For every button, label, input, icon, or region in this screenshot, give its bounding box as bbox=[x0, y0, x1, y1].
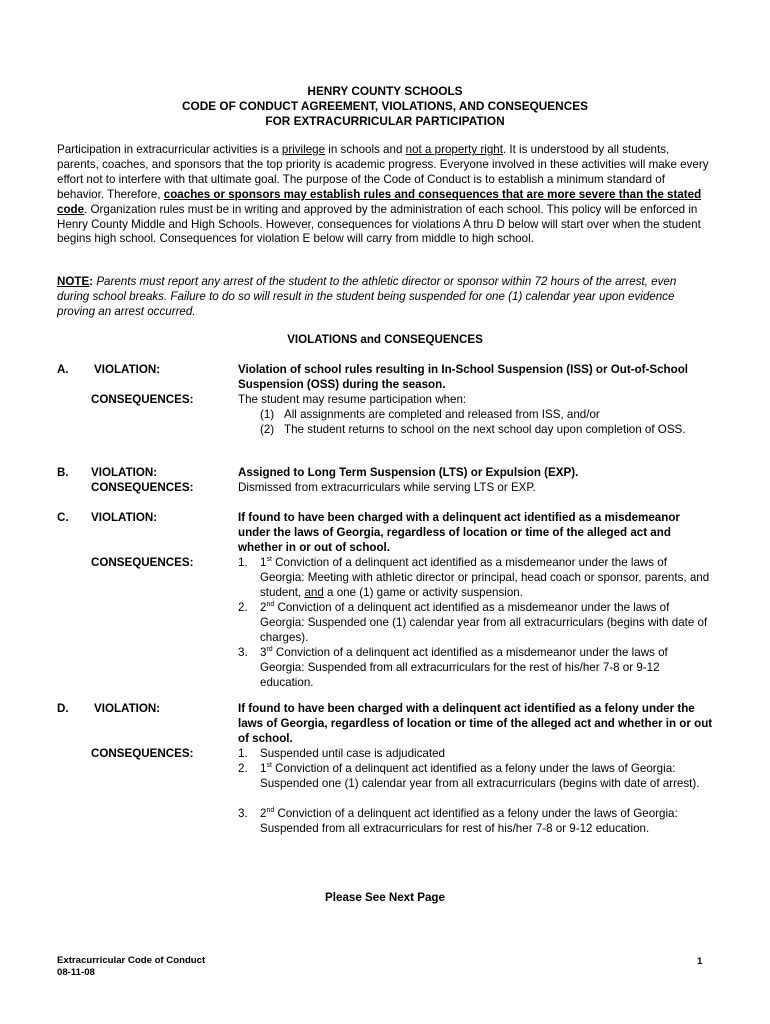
footer-left bbox=[57, 955, 205, 979]
section-d-consequences-label: CONSEQUENCES: bbox=[91, 747, 194, 760]
section-b-letter: B. bbox=[57, 466, 69, 479]
section-a-letter: A. bbox=[57, 363, 69, 376]
section-b-violation-text: Assigned to Long Term Suspension (LTS) or Expulsion (EXP). bbox=[238, 466, 579, 479]
privilege-text: privilege bbox=[281, 143, 326, 156]
section-c-violation-label: VIOLATION: bbox=[91, 511, 158, 524]
section-a-violation-text: Violation of school rules resulting in In-School Suspension (ISS) or Out-of-School Suspension (OSS) during the season. bbox=[238, 363, 689, 391]
section-c-letter: C. bbox=[57, 511, 69, 524]
section-d-violation-label: VIOLATION: bbox=[94, 702, 161, 715]
section-b-consequences-label: CONSEQUENCES: bbox=[91, 481, 194, 494]
intro-paragraph: Participation in extracurricular activities is a privilege in schools and not a property right. It is understood by all students, parents, coaches, and sponsors that the top priority is academic progress. Everyone involved in these activities will make every effort not to interfere with that ultimate goal. The purpose of the Code of Conduct is to establish a minimum standard of behavior. Therefore, coaches or sponsors may establish rules and consequences that are more severe than the stated code. Organization rules must be in writing and approved by the administration of each school. This policy will be enforced in Henry County Middle and High Schools. However, consequences for violations A thru D below will start over when the student begins high school. Consequences for violation E below will carry from middle to high school. bbox=[57, 143, 709, 246]
section-d-violation-text: If found to have been charged with a delinquent act identified as a felony under the laws of Georgia, regardless of location or time of the alleged act and whether in or out of school. bbox=[238, 702, 713, 745]
page-number: 1 bbox=[697, 956, 703, 967]
not-property-right-text: not a property right bbox=[405, 143, 503, 156]
header-line-3: FOR EXTRACURRICULAR PARTICIPATION bbox=[265, 114, 505, 128]
section-c-violation-text: If found to have been charged with a delinquent act identified as a misdemeanor under the laws of Georgia, regardless of location or time of the alleged act and whether in or out of school. bbox=[238, 511, 680, 554]
section-b-violation-label: VIOLATION: bbox=[91, 466, 158, 479]
header-line-1: HENRY COUNTY SCHOOLS bbox=[307, 84, 463, 98]
section-a-consequence-intro: The student may resume participation when: bbox=[238, 393, 467, 406]
note-paragraph: NOTE: Parents must report any arrest of the student to the athletic director or sponsor within 72 hours of the arrest, even during school breaks. Failure to do so will result in the student being suspended for one (1) calendar year upon evidence proving an arrest occurred. bbox=[57, 275, 677, 318]
footer-title: Extracurricular Code of Conduct bbox=[57, 955, 206, 966]
coaches-rules-text: coaches or sponsors may establish rules and consequences that are more severe than the stated code bbox=[57, 187, 702, 216]
footer-date: 08-11-08 bbox=[57, 967, 95, 978]
section-d-letter: D. bbox=[57, 702, 69, 715]
section-c-consequences-label: CONSEQUENCES: bbox=[91, 556, 194, 569]
note-text: Parents must report any arrest of the student to the athletic director or sponsor within 72 hours of the arrest, even during school breaks. Failure to do so will result in the student being suspended for one (1) calendar year upon evidence proving an arrest occurred. bbox=[57, 275, 677, 318]
violations-heading: VIOLATIONS and CONSEQUENCES bbox=[287, 333, 483, 346]
section-b-consequence-text: Dismissed from extracurriculars while serving LTS or EXP. bbox=[238, 481, 536, 494]
note-label: NOTE bbox=[57, 275, 90, 288]
document-page: HENRY COUNTY SCHOOLS CODE OF CONDUCT AGREEMENT, VIOLATIONS, AND CONSEQUENCES FOR EXTRACURRICULAR PARTICIPATION Participation in extracurricular activities is a privilege in schools and not a property right. It is understood by all students, parents, coaches, and sponsors that the top priority is academic progress. Everyone involved in these activities will make every effort not to interfere with that ultimate goal. The purpose of the Code of Conduct is to establish a minimum standard of behavior. Therefore, coaches or sponsors may establish rules and consequences that are more severe than the stated code. Organization rules must be in writing and approved by the administration of each school. This policy will be enforced in Henry County Middle and High Schools. However, consequences for violations A thru D below will start over when the student begins high school. Consequences for violation E below will carry from middle to high school. NOTE: Parents must report any arrest of the student to the athletic director or sponsor within 72 hours of the arrest, even during school breaks. Failure to do so will result in the student being suspended for one (1) calendar year upon evidence proving an arrest occurred. VIOLATIONS and CONSEQUENCES A. VIOLATION: CONSEQUENCES: Violation of school rules resulting in In-School Suspension (ISS) or Out-of-School Suspension (OSS) during the season. The student may resume participation when: (1) All assignments are completed and released from ISS, and/or (2) The student returns to school on the next school day upon completion of OSS. B. VIOLATION: CONSEQUENCES: Assigned to Long Term Suspension (LTS) or Expulsion (EXP). Dismissed from extracurriculars while serving LTS or EXP. C. VIOLATION: CONSEQUENCES: If found to have been charged with a delinquent act identified as a misdemeanor under the laws of Georgia, regardless of location or time of the alleged act and whether in or out of school. 1. 1st Conviction of a delinquent act identified as a misdemeanor under the laws of Georgia: Meeting with athletic director or principal, head coach or sponsor, parents, and student, and a one (1) game or activity suspension. 2. 2nd Conviction of a delinquent act identified as a misdemeanor under the laws of Georgia: Suspended one (1) calendar year from all extracurriculars (begins with date of charges). 3. 3rd Conviction of a delinquent act identified as a misdemeanor under the laws of Georgia: Suspended from all extracurriculars for the rest of his/her 7-8 or 9-12 education. D. VIOLATION: CONSEQUENCES: If found to have been charged with a delinquent act identified as a felony under the laws of Georgia, regardless of location or time of the alleged act and whether in or out of school. 1. Suspended until case is adjudicated 2. 1st Conviction of a delinquent act identified as a felony under the laws of Georgia: Suspended one (1) calendar year from all extracurriculars (begins with date of arrest). 3. 2nd Conviction of a delinquent act identified as a felony under the laws of Georgia: Suspended from all extracurriculars for rest of his/her 7-8 or 9-12 education. Please See Next Page Extracurricular Code of Conduct 08-11-08 1 bbox=[0, 0, 770, 1024]
header-line-2: CODE OF CONDUCT AGREEMENT, VIOLATIONS, AND CONSEQUENCES bbox=[182, 99, 588, 113]
next-page-notice: Please See Next Page bbox=[325, 891, 445, 904]
section-a-consequences-label: CONSEQUENCES: bbox=[91, 393, 194, 406]
section-a-violation-label: VIOLATION: bbox=[94, 363, 161, 376]
